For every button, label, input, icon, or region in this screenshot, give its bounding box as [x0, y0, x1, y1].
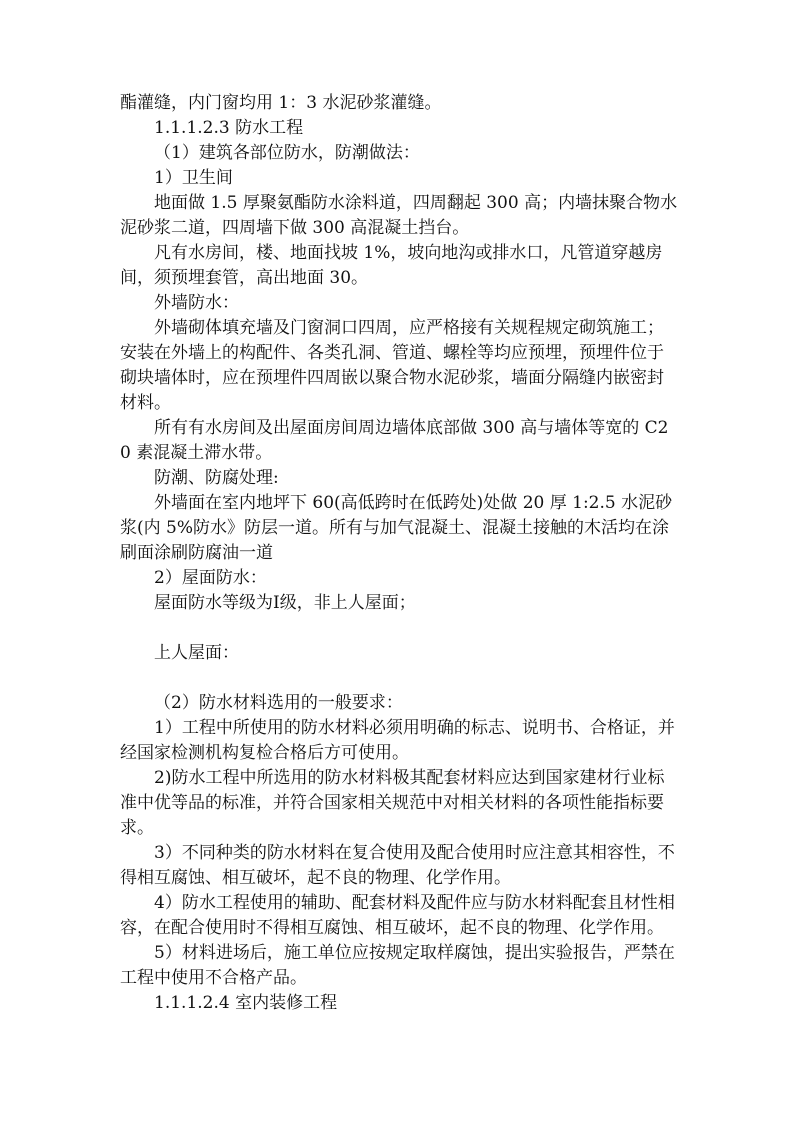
item-heading: 1）卫生间: [154, 168, 233, 188]
paragraph: 外墙面在室内地坪下 60(高低跨时在低跨处)处做 20 厚 1:2.5 水泥砂浆(内 5%防水》防层一道。所有与加气混凝土、混凝土接触的木活均在涂刷面涂刷防腐油一道: [120, 493, 673, 563]
paragraph: 凡有水房间，楼、地面找坡 1%，坡向地沟或排水口，凡管道穿越房间，须预埋套管，高出地面 30。: [120, 243, 663, 288]
paragraph: 屋面防水等级为Ⅰ级，非上人屋面；: [154, 593, 416, 613]
item-heading: 2）屋面防水：: [154, 568, 267, 588]
section-heading: 1.1.1.2.3 防水工程: [154, 118, 304, 138]
paragraph: 1）工程中所使用的防水材料必须用明确的标志、说明书、合格证，并经国家检测机构复检合格后方可使用。: [120, 718, 675, 763]
paragraph: 5）材料进场后，施工单位应按规定取样腐蚀，提出实验报告，严禁在工程中使用不合格产品。: [120, 943, 675, 988]
blank-line: [120, 666, 678, 691]
paragraph: 地面做 1.5 厚聚氨酯防水涂料道，四周翻起 300 高；内墙抹聚合物水泥砂浆二道，四周墙下做 300 高混凝土挡台。: [120, 193, 678, 238]
paragraph: 2)防水工程中所选用的防水材料极其配套材料应达到国家建材行业标准中优等品的标准，并符合国家相关规范中对相关材料的各项性能指标要求。: [120, 768, 665, 838]
item-heading: 防潮、防腐处理:: [154, 468, 279, 488]
document-body: [120, 91, 678, 1016]
item-heading: 外墙防水：: [154, 293, 239, 313]
subsection-heading: （1）建筑各部位防水，防潮做法：: [154, 143, 420, 163]
paragraph: 酯灌缝，内门窗均用 1：3 水泥砂浆灌缝。: [120, 93, 442, 113]
paragraph: 3）不同种类的防水材料在复合使用及配合使用时应注意其相容性，不得相互腐蚀、相互破坏，起不良的物理、化学作用。: [120, 843, 675, 888]
blank-line: [120, 616, 678, 641]
section-heading: 1.1.1.2.4 室内装修工程: [154, 993, 338, 1013]
paragraph: 所有有水房间及出屋面房间周边墙体底部做 300 高与墙体等宽的 C20 素混凝土滞水带。: [120, 418, 669, 463]
paragraph: 4）防水工程使用的辅助、配套材料及配件应与防水材料配套且材性相容，在配合使用时不得相互腐蚀、相互破坏，起不良的物理、化学作用。: [120, 893, 675, 938]
subsection-heading: （2）防水材料选用的一般要求：: [154, 693, 403, 713]
paragraph: 外墙砌体填充墙及门窗洞口四周，应严格接有关规程规定砌筑施工；安装在外墙上的构配件、各类孔洞、管道、螺栓等均应预埋，预埋件位于砌块墙体时，应在预埋件四周嵌以聚合物水泥砂浆，墙面分隔缝内嵌密封材料。: [120, 318, 664, 413]
paragraph: 上人屋面：: [154, 643, 239, 663]
